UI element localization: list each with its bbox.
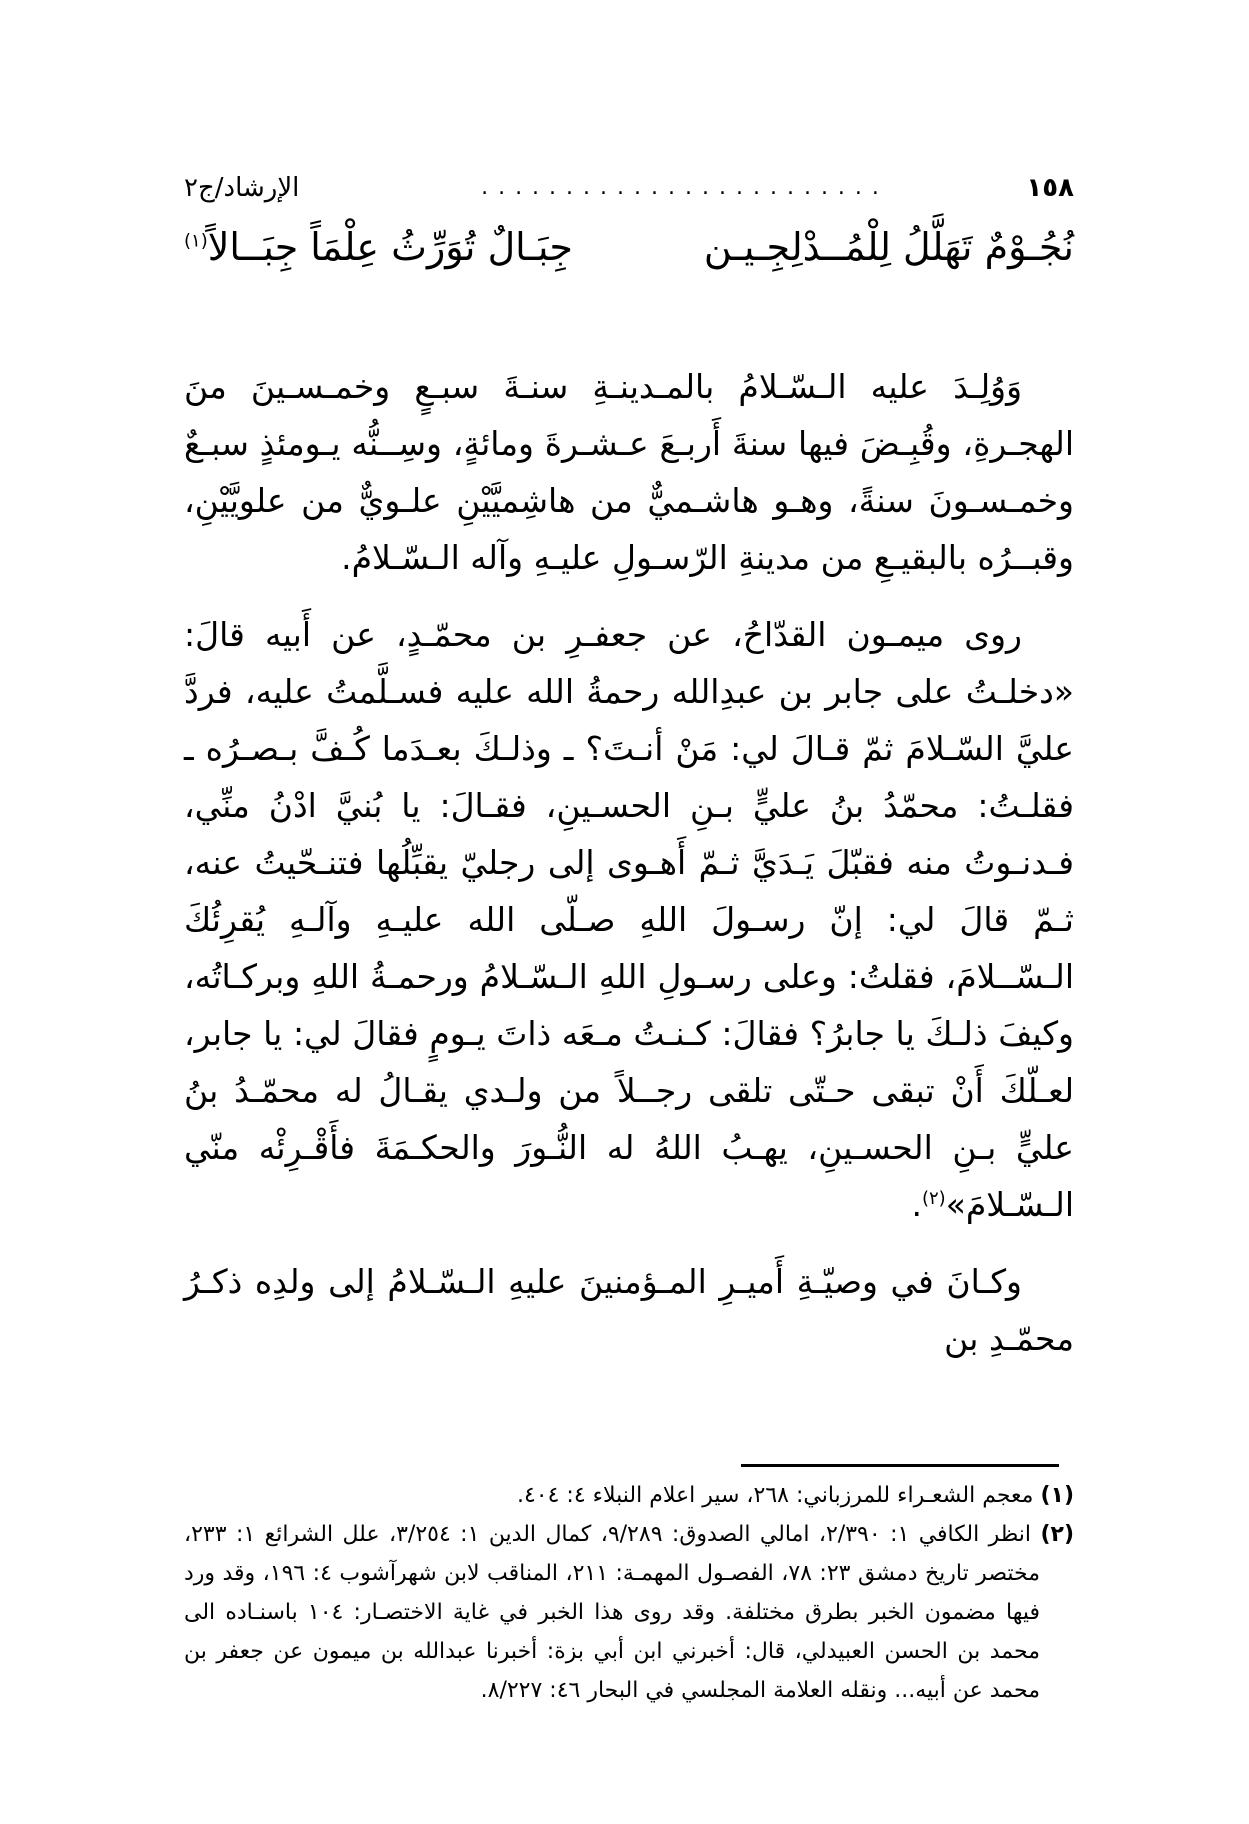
header-dot-leader: ........................ — [481, 175, 889, 200]
footnotes-section — [184, 1476, 1074, 1710]
page-header — [184, 168, 1074, 208]
verse-first-hemistich: نُجُـوْمٌ تَهَلَّلُ لِلْمُــدْلِجِـيـن — [703, 225, 1074, 269]
footnote-number: (٢) — [1040, 1522, 1075, 1547]
running-title: الإرشاد/ج٢ — [184, 173, 300, 203]
footnote-1 — [184, 1476, 1074, 1515]
paragraph-2: روى ميمـون القدّاحُ، عن جعفـرِ بن محمّـدٍ، عن أَبيه قالَ: «دخلـتُ على جابر بن عبدِالله رحمةُ الله عليه فسـلَّمتُ عليه، فردَّ عليَّ السّـلامَ ثمّ قـالَ لي: مَنْ أنـتَ؟ ـ وذلـكَ بعـدَما كُـفَّ بـصـرُه ـ فقلـتُ: محمّدُ بنُ عليٍّ بـنِ الحسـينِ، فقـالَ: يا بُنيَّ ادْنُ منِّي، فـدنـوتُ منه فقبّلَ يَـدَيَّ ثـمّ أَهـوى إلى رجليّ يقبِّلُها فتنـحّيتُ عنه، ثـمّ قالَ لي: إنّ رسـولَ اللهِ صـلّى الله عليـهِ وآلـهِ يُقرِئُكَ الـسّــلامَ، فقلتُ: وعلى رسـولِ اللهِ الـسّـلامُ ورحمـةُ اللهِ وبركـاتُه، وكيفَ ذلـكَ يا جابرُ؟ فقالَ: كـنـتُ مـعَه ذاتَ يـومٍ فقالَ لي: يا جابر، لعـلّكَ أَنْ تبقى حـتّى تلقى رجــلاً من ولـدي يقـالُ له محمّـدُ بنُ عليٍّ بـنِ الحسـينِ، يهـبُ اللهُ له النُّـورَ والحكـمَةَ فأَقْـرِئْه منّي الـسّـلامَ»$^{(٢)}$. — [184, 615, 1074, 1224]
footnote-number: (١) — [1040, 1483, 1074, 1508]
main-text — [184, 358, 1074, 1367]
footnote-reference-2: (٢) — [921, 1188, 946, 1209]
footnote-text: انظر الكافي ١: ٢/٣٩٠، امالي الصدوق: ٩/٢٨٩، كمال الدين ١: ٣/٢٥٤، علل الشرائع ١: ٢٣٣، مختصر تاريخ دمشق ٢٣: ٧٨، الفصـول المهمـة: ٢١١، المناقب لابن شهرآشوب ٤: ١٩٦، وقد ورد فيها مضمون الخبر بطرق مختلفة. وقد روى هذا الخبر في غاية الاختصـار: ١٠٤ باسنـاده الى محمد بن الحسن العبيدلي، قال: أخبرني ابن أبي بزة: أخبرنا عبدالله بن ميمون عن جعفر بن محمد عن أبيه... ونقله العلامة المجلسي في البحار ٤٦: ٨/٢٢٧. — [184, 1522, 1041, 1703]
poetry-verse — [184, 212, 1074, 282]
paragraph-3: وكـانَ في وصيّـةِ أَميـرِ المـؤمنينَ عليهِ الـسّـلامُ إلى ولدِه ذكـرُ محمّـدِ بن — [184, 1262, 1074, 1358]
paragraph-2-text: روى ميمـون القدّاحُ، عن جعفـرِ بن محمّـدٍ، عن أَبيه قالَ: «دخلـتُ على جابر بن عبدِالله رحمةُ الله عليه فسـلَّمتُ عليه، فردَّ عليَّ السّـلامَ ثمّ قـالَ لي: مَنْ أنـتَ؟ ـ وذلـكَ بعـدَما كُـفَّ بـصـرُه ـ فقلـتُ: محمّدُ بنُ عليٍّ بـنِ الحسـينِ، فقـالَ: يا بُنيَّ ادْنُ منِّي، فـدنـوتُ منه فقبّلَ يَـدَيَّ ثـمّ أَهـوى إلى رجليّ يقبِّلُها فتنـحّيتُ عنه، ثـمّ قالَ لي: إنّ رسـولَ اللهِ صـلّى الله عليـهِ وآلـهِ يُقرِئُكَ الـسّــلامَ، فقلتُ: وعلى رسـولِ اللهِ الـسّـلامُ ورحمـةُ اللهِ وبركـاتُه، وكيفَ ذلـكَ يا جابرُ؟ فقالَ: كـنـتُ مـعَه ذاتَ يـومٍ فقالَ لي: يا جابر، لعـلّكَ أَنْ تبقى حـتّى تلقى رجــلاً من ولـدي يقـالُ له محمّـدُ بنُ عليٍّ بـنِ الحسـينِ، يهـبُ اللهُ له النُّـورَ والحكـمَةَ فأَقْـرِئْه منّي الـسّـلامَ» — [184, 615, 1074, 1224]
verse-second-hemistich-text: جِبَـالٌ تُوَرِّثُ عِلْمَاً جِبَــالاً — [207, 225, 573, 269]
footnote-reference-1: (١) — [184, 230, 208, 252]
footnote-2 — [184, 1515, 1074, 1710]
footnote-divider — [741, 1464, 1059, 1467]
page-number: ١٥٨ — [1026, 173, 1074, 203]
paragraph-1: وَوُلِـدَ عليه الـسّـلامُ بالمـدينـةِ سنـةَ سبـعٍ وخمـسـينَ منَ الهجـرةِ، وقُبِـضَ فيها سنةَ أَربـعَ عـشـرةَ ومائةٍ، وسِــنُّه يـومئذٍ سبـعٌ وخمـسـونَ سنةً، وهـو هاشـميٌّ من هاشِميَّيْنِ علـويٌّ من علويَّيْنِ، وقبــرُه بالبقيـعِ من مدينةِ الرّسـولِ عليـهِ وآله الـسّـلامُ. — [184, 367, 1074, 577]
footnote-text: معجم الشعـراء للمرزباني: ٢٦٨، سير اعلام النبلاء ٤: ٤٠٤. — [516, 1483, 1034, 1508]
verse-second-hemistich — [184, 212, 573, 282]
